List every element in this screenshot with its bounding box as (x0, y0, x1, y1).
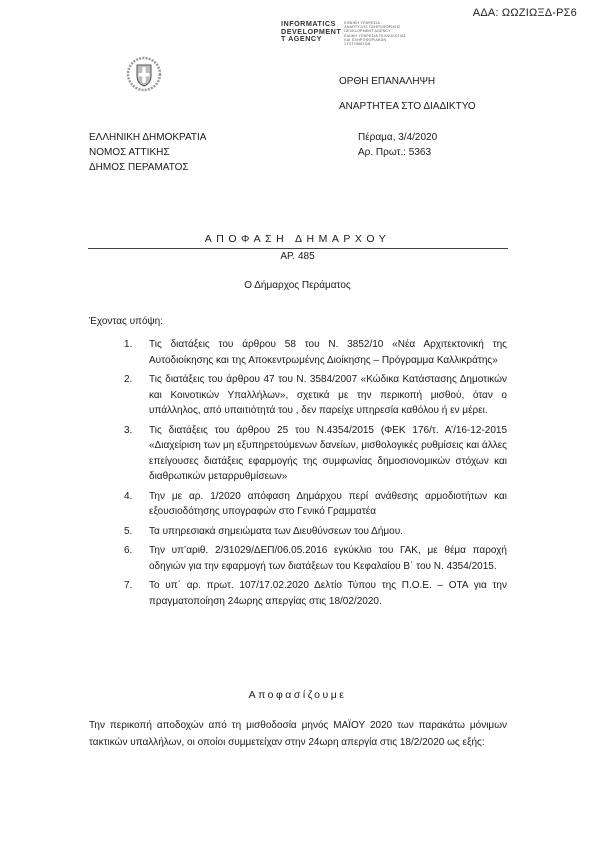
item-text: Τις διατάξεις του άρθρου 58 του Ν. 3852/10 «Νέα Αρχιτεκτονική της Αυτοδιοίκησης και της Αποκεντρωμένης Διοίκησης – Πρόγραμμα Καλλικράτης» (149, 339, 507, 366)
issuer-line: ΔΗΜΟΣ ΠΕΡΑΜΑΤΟΣ (89, 162, 189, 173)
mayor-heading: Ο Δήμαρχος Περάματος (244, 280, 351, 291)
decision-number: ΑΡ. 485 (280, 251, 315, 262)
list-item (89, 489, 507, 520)
ida-logo-small-line: ΕΘΝΙΚΗ ΥΠΗΡΕΣΙΑ (344, 21, 380, 25)
ida-logo-line: T AGENCY (281, 34, 322, 44)
item-number: 1. (124, 339, 133, 350)
decide-heading: Αποφασίζουμε (248, 689, 347, 701)
item-text: Τις διατάξεις του άρθρου 25 του Ν.4354/2015 (ΦΕΚ 176/τ. Α’/16-12-2015 «Διαχείριση των μη εξυπηρετούμενων δανείων, μισθολογικές ρυθμίσεις και άλλες επείγουσες διατάξεις εφαρμογής της συμφωνίας δημοσιονομικών στόχων και διαθρωτικών μεταρρυθμίσεων» (149, 424, 507, 482)
list-item (89, 372, 507, 419)
ida-logo-small-line: ΚΑΙ ΠΛΗΡΟΦΟΡΙΑΚΩΝ (344, 37, 387, 42)
ida-logo (281, 20, 406, 46)
list-item (89, 524, 507, 540)
issuer-line: ΕΛΛΗΝΙΚΗ ΔΗΜΟΚΡΑΤΙΑ (89, 132, 207, 143)
decision-paragraph: Την περικοπή αποδοχών από τη μισθοδοσία μηνός ΜΑΪΟΥ 2020 των παρακάτω μόνιμων τακτικών υπαλλήλων, οι οποίοι συμμετείχαν στην 24ωρη απεργία στις 18/2/2020 ως εξής: (89, 720, 507, 748)
ida-logo-small-line: ΑΝΑΠΤΥΞΗΣ ΠΛΗΡΟΦΟΡΙΚΗΣ (344, 25, 401, 30)
ida-logo-line: DEVELOPMENT (281, 26, 342, 36)
list-item (89, 423, 507, 485)
list-item (89, 337, 507, 368)
ida-logo-line: INFORMATICS (281, 19, 336, 28)
item-text: Το υπ΄ αρ. πρωτ. 107/17.02.2020 Δελτίο Τύπου της Π.Ο.Ε. – ΟΤΑ για την πραγματοποίηση 24ωρης απεργίας στις 18/02/2020. (149, 580, 507, 607)
item-number: 6. (124, 545, 133, 556)
ada-code: ΑΔΑ: ΩΩΖΙΩΞΔ-ΡΣ6 (472, 7, 577, 19)
list-item (89, 543, 507, 574)
ida-logo-small-line: DEVELOPMENT AGENCY (344, 29, 391, 34)
title-underline (88, 248, 508, 249)
document-date: Πέραμα, 3/4/2020 (358, 132, 438, 143)
item-text: Τα υπηρεσιακά σημειώματα των Διευθύνσεων του Δήμου. (149, 525, 403, 537)
considering-intro: Έχοντας υπόψη: (89, 316, 163, 327)
issuer-line: ΝΟΜΟΣ ΑΤΤΙΚΗΣ (89, 147, 170, 158)
item-text: Την υπ’αριθ. 2/31029/ΔΕΠ/06.05.2016 εγκύκλιο του ΓΑΚ, με θέμα παροχή οδηγιών για την εφαρμογή των διατάξεων του Κεφαλαίου Β΄ του Ν. 4354/2015. (149, 545, 507, 572)
item-number: 5. (124, 525, 133, 537)
item-text: Την με αρ. 1/2020 απόφαση Δημάρχου περί ανάθεσης αρμοδιοτήτων και εξουσιοδότησης υπογραφών στο Γενικό Γραμματέα (149, 490, 507, 517)
ida-logo-small-line: ΣΥΣΤΗΜΑΤΩΝ (344, 42, 371, 47)
considerations-list (89, 337, 507, 613)
item-number: 3. (124, 424, 133, 436)
item-number: 2. (124, 374, 133, 385)
correct-repetition-note: ΟΡΘΗ ΕΠΑΝΑΛΗΨΗ (339, 76, 436, 87)
issuer-block (89, 130, 206, 175)
protocol-number: Αρ. Πρωτ.: 5363 (358, 147, 432, 158)
ida-logo-small-line: ΕΙΔΙΚΗ ΥΠΗΡΕΣΙΑ ΤΕΧΝΟΛΟΓΙΑΣ (344, 33, 407, 38)
post-online-note: ΑΝΑΡΤΗΤΕΑ ΣΤΟ ΔΙΑΔΙΚΤΥΟ (339, 101, 476, 112)
greek-coat-of-arms-icon (126, 56, 162, 92)
item-number: 7. (124, 580, 133, 591)
list-item (89, 578, 507, 609)
item-text: Τις διατάξεις του άρθρου 47 του Ν. 3584/2007 «Κώδικα Κατάστασης Δημοτικών και Κοινοτικών Υπαλλήλων», σχετικά με την περικοπή μισθού, όταν ο υπάλληλος, από υπαιτιότητά του , δεν παρείχε υπηρεσία καθόλου ή εν μέρει. (149, 374, 507, 416)
date-block (358, 130, 437, 160)
item-number: 4. (124, 490, 133, 502)
decision-title: ΑΠΟΦΑΣΗ ΔΗΜΑΡΧΟΥ (204, 233, 391, 245)
